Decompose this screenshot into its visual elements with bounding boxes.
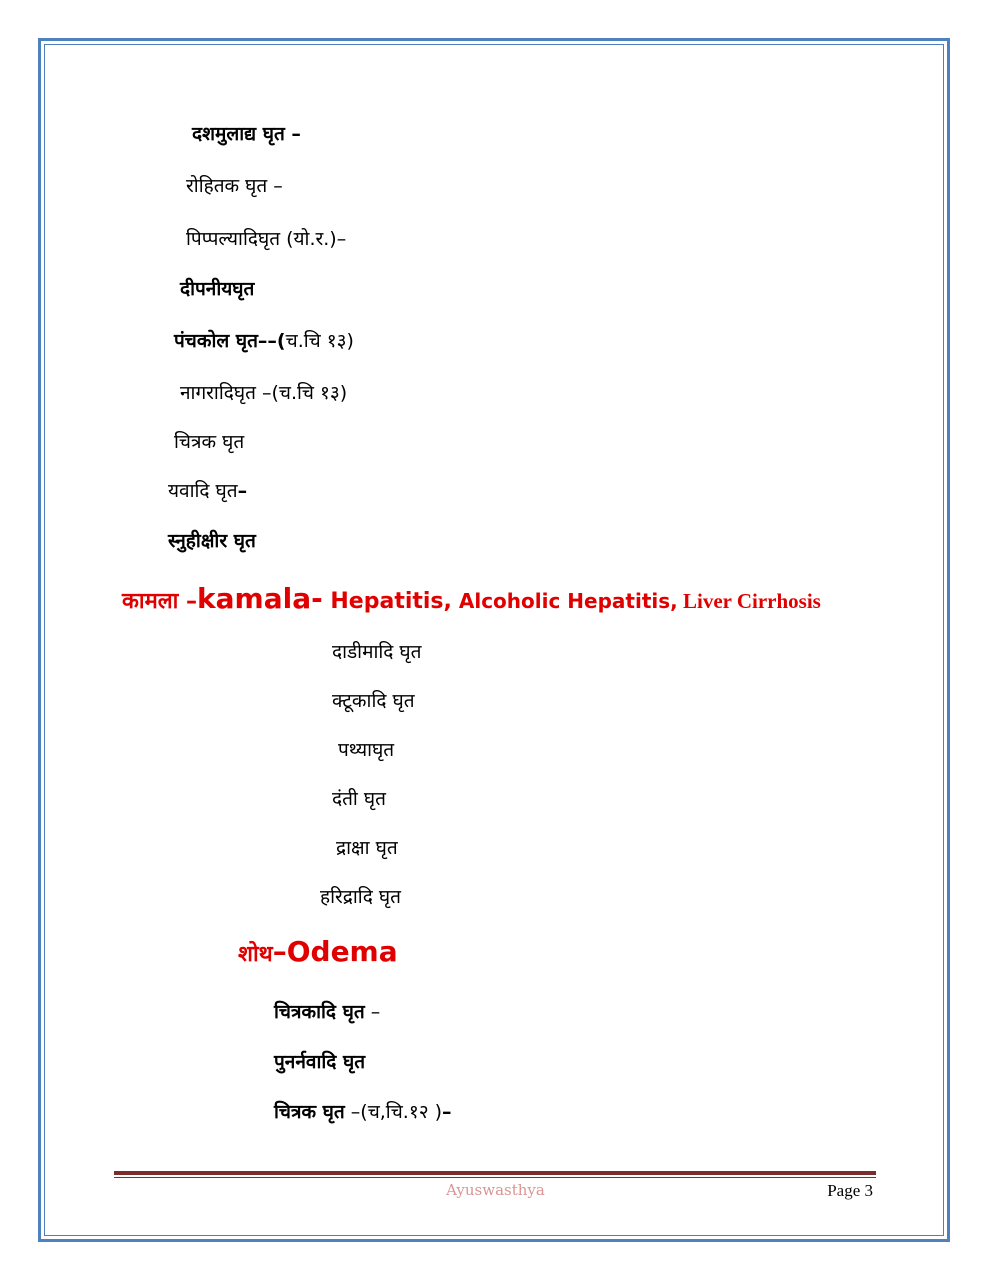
item-chitraka-2-ref: –(च,चि.१२ ): [344, 1101, 443, 1123]
item-panchakola-bold: पंचकोल घृत––(: [174, 330, 286, 352]
heading-shotha: [238, 934, 398, 974]
heading-hepatitis: Hepatitis,: [322, 589, 452, 614]
heading-alcoholic-hepatitis: Alcoholic Hepatitis,: [451, 589, 678, 613]
item-yavadi-ghrita: [168, 479, 247, 503]
item-yavadi-dash: –: [237, 480, 248, 502]
item-chitraka-2-text: चित्रक घृत: [274, 1101, 345, 1123]
item-nagaradi-ghrita: नागरादिघृत –(च.चि १३): [180, 382, 348, 404]
item-chitrakadi-text: चित्रकादि घृत: [274, 1001, 365, 1023]
footer-rule-thick: [114, 1171, 876, 1175]
item-chitraka-ghrita-2: [274, 1100, 452, 1124]
item-chitrakadi-ghrita: [274, 1000, 380, 1024]
footer-rule-thin: [114, 1177, 876, 1178]
item-panchakola-ref: च.चि १३): [285, 330, 354, 352]
item-chitraka-2-dash: –: [442, 1101, 452, 1123]
item-pippalyadi-ghrita: पिप्पल्यादिघृत (यो.र.)–: [186, 228, 347, 250]
item-yavadi-text: यवादि घृत: [168, 480, 238, 502]
item-dipaniya-ghrita: दीपनीयघृत: [180, 278, 255, 300]
heading-kamala-hindi: कामला –: [122, 589, 198, 614]
heading-kamala-english: kamala-: [197, 582, 323, 615]
item-snuhikshira-ghrita: स्नुहीक्षीर घृत: [168, 530, 256, 552]
item-chitraka-ghrita: चित्रक घृत: [174, 431, 245, 453]
item-dashamuladya-ghrita: दशमुलाद्य घृत –: [192, 123, 301, 145]
item-katukadi-ghrita: क्टूकादि घृत: [332, 690, 415, 712]
heading-shotha-hindi: शोथ: [238, 942, 273, 967]
item-dadimadi-ghrita: दाडीमादि घृत: [332, 641, 422, 663]
item-draksha-ghrita: द्राक्षा घृत: [336, 837, 398, 859]
item-chitrakadi-dash: –: [364, 1001, 381, 1023]
item-danti-ghrita: दंती घृत: [332, 788, 386, 810]
footer-title: Ayuswasthya: [446, 1181, 545, 1199]
item-haridradi-ghrita: हरिद्रादि घृत: [320, 886, 401, 908]
item-pathya-ghrita: पथ्याघृत: [338, 739, 395, 761]
item-rohitaka-ghrita: रोहितक घृत –: [186, 175, 283, 197]
heading-odema: –Odema: [272, 935, 398, 968]
footer-page-number: Page 3: [827, 1181, 873, 1200]
page-border-inner: [44, 44, 944, 1236]
heading-kamala: [122, 582, 821, 620]
item-punarnavadi-ghrita: पुनर्नवादि घृत: [274, 1051, 366, 1073]
heading-liver-cirrhosis: Liver Cirrhosis: [677, 589, 821, 613]
item-panchakola-ghrita: [174, 329, 354, 353]
